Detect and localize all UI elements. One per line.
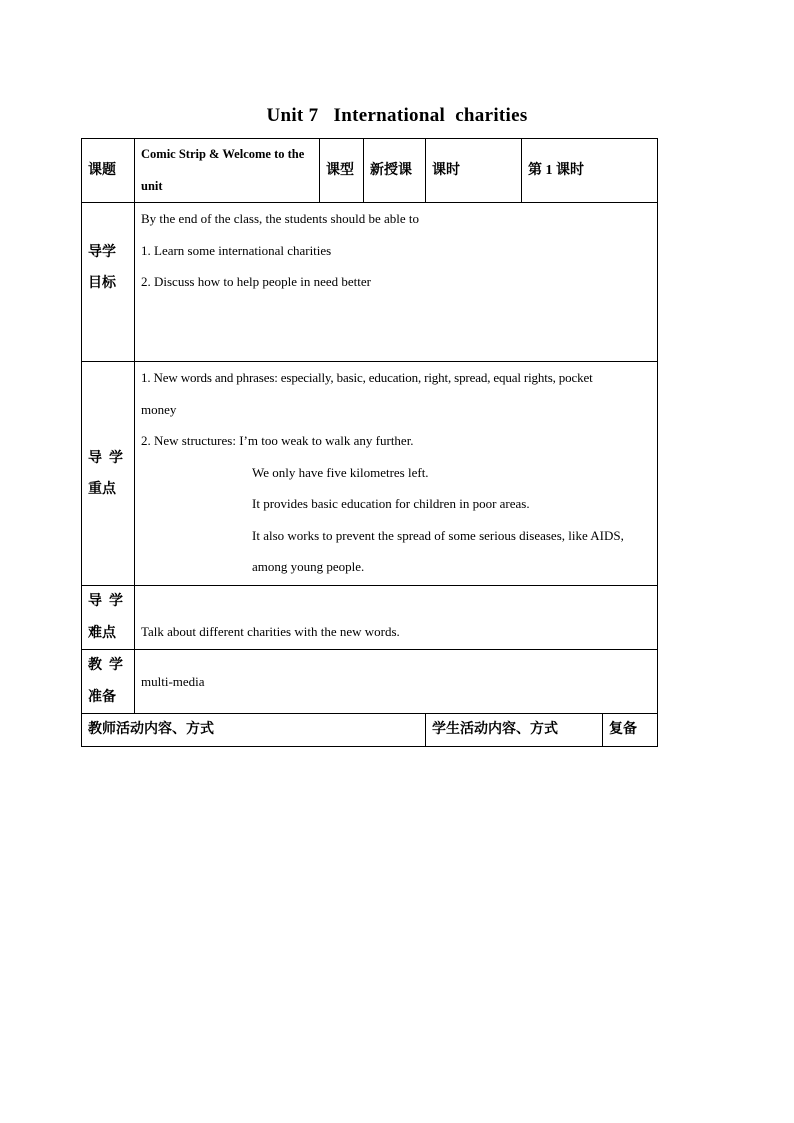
- header-row: [82, 139, 658, 203]
- preparation-content: [135, 650, 658, 714]
- topic-value: Comic Strip & Welcome to the unit: [135, 139, 320, 203]
- key-points-row: [82, 362, 658, 586]
- difficulties-row: [82, 586, 658, 650]
- type-value: 新授课: [364, 139, 426, 203]
- key-points-line: We only have five kilometres left.: [252, 464, 429, 480]
- objectives-label: [82, 203, 135, 362]
- key-points-label-line2: 重点: [88, 481, 116, 497]
- key-points-line: money: [141, 401, 177, 417]
- objectives-line: 1. Learn some international charities: [141, 242, 332, 258]
- period-value: 第 1 课时: [522, 139, 658, 203]
- difficulties-label-line2: 难点: [88, 625, 116, 641]
- key-points-line: It also works to prevent the spread of some serious diseases, like AIDS,: [252, 527, 624, 543]
- key-points-line: 2. New structures: I’m too weak to walk any further.: [141, 433, 414, 448]
- difficulties-label: [82, 586, 135, 650]
- key-points-line: among young people.: [252, 559, 365, 574]
- key-points-label: [82, 362, 135, 586]
- objectives-line: By the end of the class, the students should be able to: [141, 211, 420, 226]
- lesson-plan-table: [81, 138, 658, 747]
- preparation-row: [82, 650, 658, 714]
- objectives-label-line2: 目标: [88, 276, 116, 291]
- objectives-content: [135, 203, 658, 362]
- topic-label: 课题: [82, 139, 135, 203]
- footer-row: [82, 714, 658, 747]
- key-points-line: 1. New words and phrases: especially, basic, education, right, spread, equal rights, pocket: [141, 370, 593, 385]
- objectives-line: 2. Discuss how to help people in need better: [141, 274, 371, 289]
- type-label: 课型: [320, 139, 364, 203]
- preparation-label: [82, 650, 135, 714]
- objectives-label-line1: 导学: [88, 245, 116, 260]
- teacher-activities-header: 教师活动内容、方式: [82, 714, 426, 747]
- objectives-row: [82, 203, 658, 362]
- difficulties-content: [135, 586, 658, 650]
- preparation-label-line2: 准备: [88, 689, 116, 705]
- preparation-text: multi-media: [141, 673, 205, 689]
- student-activities-header: 学生活动内容、方式: [426, 714, 603, 747]
- preparation-label-line1: 教 学: [88, 658, 123, 673]
- difficulties-text: Talk about different charities with the new words.: [141, 623, 400, 639]
- key-points-line: It provides basic education for children in poor areas.: [252, 496, 530, 511]
- key-points-content: [135, 362, 658, 586]
- difficulties-label-line1: 导 学: [88, 594, 123, 609]
- page-title: Unit 7 International charities: [266, 105, 528, 126]
- key-points-label-line1: 导 学: [88, 450, 123, 466]
- period-label: 课时: [426, 139, 522, 203]
- notes-header: 复备: [603, 714, 658, 747]
